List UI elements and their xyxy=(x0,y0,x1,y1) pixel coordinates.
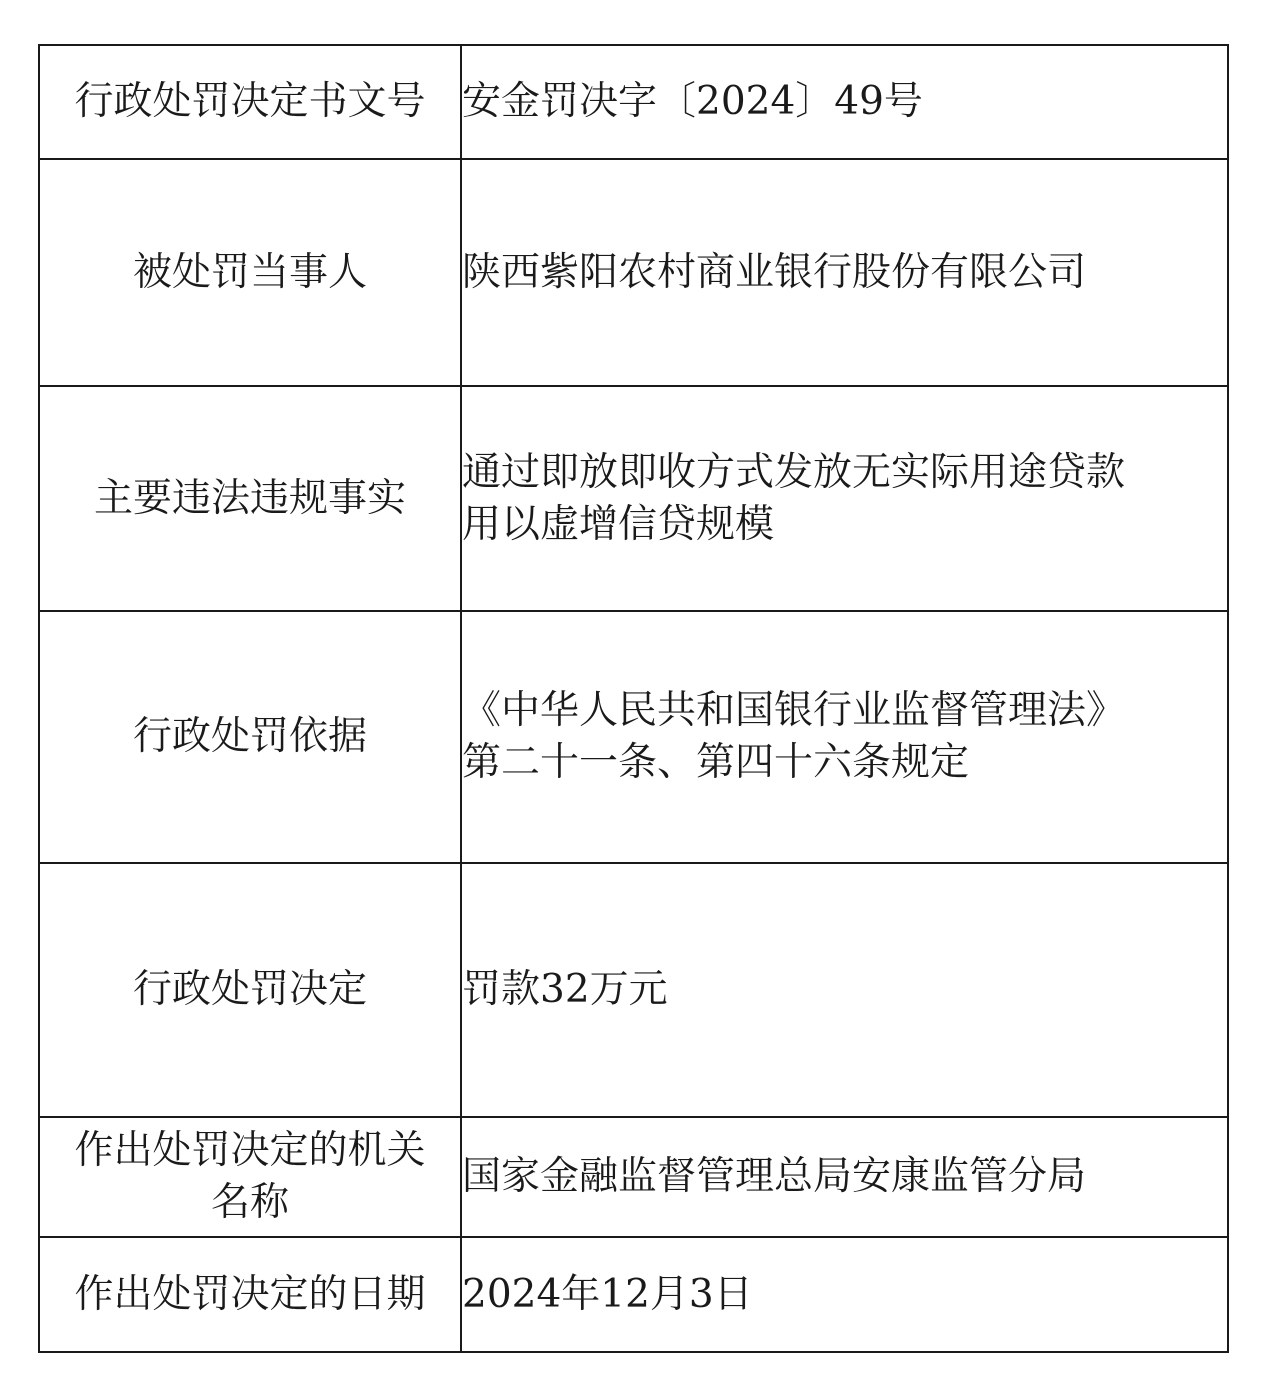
label-decision-number: 行政处罚决定书文号 xyxy=(39,45,461,159)
value-line: 通过即放即收方式发放无实际用途贷款 xyxy=(462,449,1126,495)
value-line: 2024年12月3日 xyxy=(462,1271,753,1317)
label-penalty-decision: 行政处罚决定 xyxy=(39,863,461,1117)
label-legal-basis: 行政处罚依据 xyxy=(39,611,461,863)
table-row-decision-number xyxy=(39,45,1228,159)
value-violation-facts xyxy=(461,386,1228,611)
value-line: 陕西紫阳农村商业银行股份有限公司 xyxy=(462,249,1087,295)
table-row-decision-date xyxy=(39,1237,1228,1352)
label-line: 名称 xyxy=(210,1180,289,1225)
value-line: 罚款32万元 xyxy=(462,967,668,1012)
label-line: 作出处罚决定的机关 xyxy=(74,1128,426,1173)
value-penalized-party xyxy=(461,159,1228,386)
table-row-penalized-party xyxy=(39,159,1228,386)
value-line: 第二十一条、第四十六条规定 xyxy=(462,740,970,785)
table-row-issuing-authority xyxy=(39,1117,1228,1237)
label-issuing-authority xyxy=(39,1117,461,1237)
value-line: 用以虚增信贷规模 xyxy=(462,501,775,547)
value-decision-number xyxy=(461,45,1228,159)
value-line: 安金罚决字〔2024〕49号 xyxy=(462,79,923,124)
label-penalized-party: 被处罚当事人 xyxy=(39,159,461,386)
value-line: 《中华人民共和国银行业监督管理法》 xyxy=(462,688,1126,733)
label-violation-facts: 主要违法违规事实 xyxy=(39,386,461,611)
value-penalty-decision xyxy=(461,863,1228,1117)
value-issuing-authority xyxy=(461,1117,1228,1237)
value-decision-date xyxy=(461,1237,1228,1352)
table-row-legal-basis xyxy=(39,611,1228,863)
penalty-info-table xyxy=(38,44,1229,1353)
label-decision-date: 作出处罚决定的日期 xyxy=(39,1237,461,1352)
value-legal-basis xyxy=(461,611,1228,863)
value-line: 国家金融监督管理总局安康监管分局 xyxy=(462,1154,1087,1199)
table-row-violation-facts xyxy=(39,386,1228,611)
table-row-penalty-decision xyxy=(39,863,1228,1117)
